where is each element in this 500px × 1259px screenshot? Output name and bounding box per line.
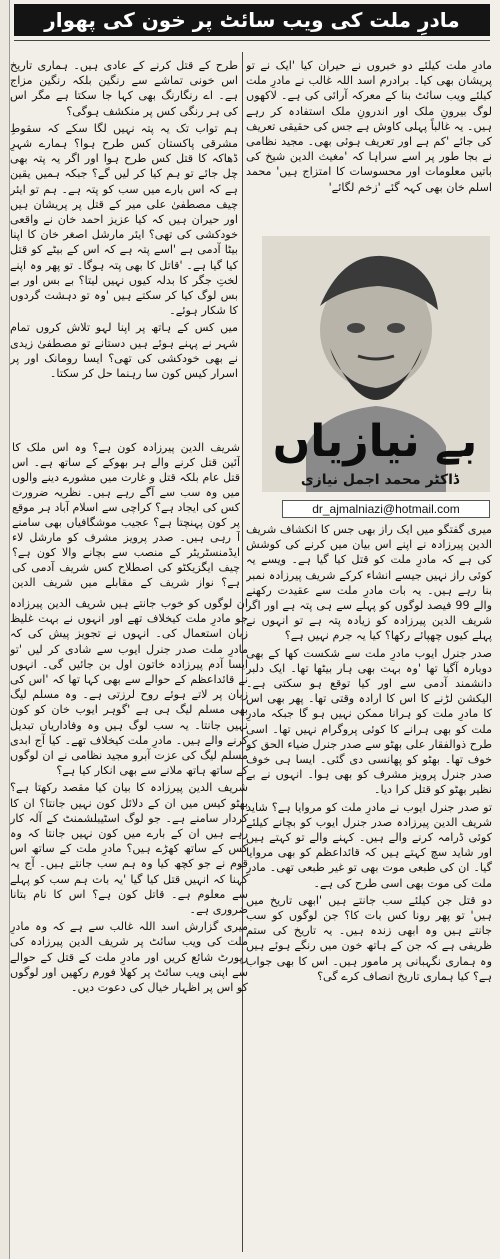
paragraph: دو قتل جن کیلئے سب جانتے ہیں 'ابھی تاریخ میں ہیں' تو پھر رونا کس بات کا؟ جن لوگوں کو سب جانتے ہیں وہ ابھی زندہ ہیں۔ یہ تاریخ کی ستم ظریفی ہے کہ جن کے ہاتھ خون میں رنگے ہوئے ہیں وہ ہماری نگہبانی پر مامور ہیں۔ اس کا بھی جواب ہے؟ کیا ہماری تاریخ انصاف کرے گی؟ [246,893,492,983]
author-byline: ڈاکٹر محمد اجمل نیازی [300,472,460,488]
header-rule [14,40,490,41]
paragraph: مادرِ ملت کیلئے دو خبروں نے حیران کیا 'ایک نے تو پریشان بھی کیا۔ برادرم اسد اللہ غالب نے مادرِ ملت کیلئے ویب سائٹ بنا کے معرکہ آرائی کی ہے۔ لاکھوں لوگ بیرونِ ملک اور اندرونِ ملک استفادہ کر رہے ہیں۔ یہ غالباً پہلی کاوش ہے جس کی حقیقی تعریف کی جائے 'کم ہے اور تعریف ہوئی بھی۔ مجید نظامی نے بجا طور پر اسے سراہا کہ 'مغیث الدین شیخ کی باتیں معلومات اور محسوسات کا امتزاج ہیں' محمد اسلم خان بھی کہہ گئے 'زخم لگائے' [246,59,492,194]
paragraph: ہم تواب تک یہ پتہ نہیں لگا سکے کہ سقوطِ مشرقی پاکستان کس طرح ہوا؟ ہمارے شہرِ ڈھاکہ کا قتل کس طرح ہوا اور اگر یہ پتہ بھی چل جائے تو ہم کیا کر لیں گے؟ جبکہ ہمیں یقین ہے کہ اس بارے میں سب کو پتہ ہے۔ ہم تو ایئر چیف مصطفیٰ علی میر کے قتل پر پریشان ہیں اور حیران ہیں کہ کیا عزیز احمد خان نے واقعی خودکشی کی تھی؟ ایئر مارشل اصغر خان کا اپنا بیٹا آدمی ہے 'اسے پتہ ہے کہ اس کے بیٹے کو قتل کیا گیا ہے۔ 'قاتل کا بھی پتہ ہوگا۔ تو پھر وہ اپنے لختِ جگر کا بدلہ کیوں نہیں لیتا؟ بے بس اور بے بس لوگ کیا کر سکتے ہیں 'وہ تو دہشت گردوں کا شکار ہوئے۔ [10,121,238,318]
headline: مادرِ ملت کی ویب سائٹ پر خون کی پھوار [14,4,490,36]
article-column-mid-top [10,58,238,433]
paragraph: شریف الدین پیرزادہ کا بیان کیا مقصد رکھتا ہے؟ بھٹو کیس میں ان کے دلائل کون نہیں جانتا؟ ان کا کردار سامنے ہے۔ جو لوگ اسٹیبلشمنٹ کے آلہ کار رہے ہیں ان کے بارے میں کون نہیں جانتا کہ وہ کس کے ساتھ کھڑے ہیں؟ مادرِ ملت کے ساتھ اس قوم نے جو کچھ کیا وہ ہم سب جانتے ہیں۔ آج یہ کہنا کہ انہیں قتل کیا گیا 'یہ بات ہم سب کو پہلے سے معلوم ہے۔ قاتل کون ہے؟ اس کا نام بتانا ضروری ہے۔ [10,781,248,917]
article-column-mid-middle [12,440,240,590]
paragraph: تو صدر جنرل ایوب نے مادرِ ملت کو مروایا ہے؟ شاید شریف الدین پیرزادہ صدر جنرل ایوب کو بچانے کیلئے کوئی ڈرامہ کرنے والے ہیں۔ کہنے والے تو کہتے ہیں اور شاید سچ کہتے ہیں کہ قائداعظم کو بھی مروایا گیا۔ ان کی طبعی موت بھی تو غیر طبعی تھی۔ مادرِ ملت کی موت بھی اسی طرح کی ہے۔ [246,800,492,890]
paragraph: میری گفتگو میں ایک راز بھی جس کا انکشاف شریف الدین پیرزادہ نے اپنے اس بیان میں کرنے کی کوشش کی ہے کہ مادرِ ملت کو قتل کیا گیا ہے۔ ویسے یہ کوئی راز نہیں جیسے انشاء کرکے شریف پیرزادہ نمبر بنا رہے ہیں۔ یہ بات مادرِ ملت سے عقیدت رکھنے والے 99 فیصد لوگوں کو پہلے سے ہی پتہ ہے اور اگر شریف الدین پیرزادہ کو زیادہ پتہ ہے تو انہوں نے پہلے کیوں چھپائے رکھا؟ کیا یہ جرم نہیں ہے؟ [246,523,492,643]
author-email[interactable]: dr_ajmalniazi@hotmail.com [282,500,490,518]
column-name: بے نیازیاں [272,416,478,467]
article-column-mid-bottom [10,596,248,1254]
verse: میں کس کے ہاتھ پر اپنا لہو تلاش کروں تمام شہر نے پہنے ہوئے ہیں دستانے تو مصطفیٰ زیدی نے بھی خودکشی کی تھی؟ ایسا رومانک اور پر اسرار کیس کون سا رہنما حل کر سکتا۔ [10,321,238,381]
adjacent-column-edge [0,0,10,1259]
paragraph: طرح کے قتل کرنے کے عادی ہیں۔ ہماری تاریخ اس خونی تماشے سے رنگین بلکہ رنگین مزاج ہے۔ اے رنگارنگ بھی کہا جا سکتا ہے مگر اس کی ہر رنگی کس پر منکشف ہوگی؟ [10,59,238,118]
paragraph: صدر جنرل ایوب مادرِ ملت سے شکست کھا کے بھی دوبارہ آگیا تھا 'وہ بہت بھی ہار بیٹھا تھا۔ ایک دلبر دانشمند آدمی سے اور کیا توقع ہو سکتی ہے۔ الیکشن لڑنے کا اس کا ارادہ وقتی تھا۔ پھر بھی اس کا مادرِ ملت کو ہرانا ممکن نہیں ہو گا جبکہ مادرِ ملت کو بھی ہرانے کا کوئی پروگرام نہیں تھا۔ اسی طرح ذوالفقار علی بھٹو سے صدر جنرل ضیاء الحق کو خوف تھا۔ بھٹو کو پھانسی دی گئی۔ ایسا ہی خوف صدر جنرل پرویز مشرف کو بھی ہوا۔ انہوں نے بے نظیر بھٹو کو قتل کرا دیا۔ [246,646,492,797]
article-column-right-bottom [246,522,492,1254]
paragraph: میری گزارش اسد اللہ غالب سے ہے کہ وہ مادرِ ملت کی ویب سائٹ پر شریف الدین پیرزادہ کی رپورٹ شائع کریں اور مادرِ ملت کے قتل کے حوالے سے اپنی ویب سائٹ پر کھلا فورم رکھیں اور لوگوں کو اس پر اظہار خیال کی دعوت دیں۔ [10,920,248,995]
paragraph: شریف الدین پیرزادہ کون ہے؟ وہ اس ملک کا آئین قتل کرنے والے ہر بھوکے کے ساتھ ہے۔ اس قتل عام بلکہ قتل و غارت میں مشورے دینے والوں میں وہ سب سے آگے رہے ہیں۔ نظریہ ضرورت کس کی ایجاد ہے؟ کراچی سے اسلام آباد ہر موقع پر کون پہنچتا ہے؟ عجیب موشگافیاں بھی سامنے آ رہی ہیں۔ صدر پرویز مشرف کو مارشل لاء ایڈمنسٹریٹر کے منصب سے بچانے والا کون ہے؟ چیف ایگزیکٹو کی اصطلاح کس شریف آدمی کی ہے؟ نواز شریف کے مقابلے میں شریف الدین [12,441,240,589]
paragraph: ان لوگوں کو خوب جانتے ہیں شریف الدین پیرزادہ جو مادرِ ملت کیخلاف تھے اور انہوں نے بہت غلیظ زبان استعمال کی۔ انہوں نے تجویز پیش کی کہ مادرِ ملت صدر جنرل ایوب سے شادی کر لیں 'تو ایسا آدم پیرزادہ خاتون اول بن جائیں گی۔ انہوں نے قائداعظم کے حوالے سے بھی کہا تھا کہ 'اس کی زبان پر لاتے ہوئے روح لرزتی ہے۔ وہ مسلم لیگ بھی مسلم لیگ ہی ہے 'گوہر ایوب خان کو کون نہیں جانتا۔ یہ سب لوگ ہیں وہ وفاداریاں تبدیل کرنے والے ہیں۔ مادرِ ملت کیخلاف تھے۔ کیا آج ابدی مسلم لیگ کی عزت آبرو مجید نظامی نے ان لوگوں کے ساتھ ہاتھ ملانے سے بھی انکار کیا ہے؟ [10,597,248,778]
article-column-right-top [246,58,492,236]
